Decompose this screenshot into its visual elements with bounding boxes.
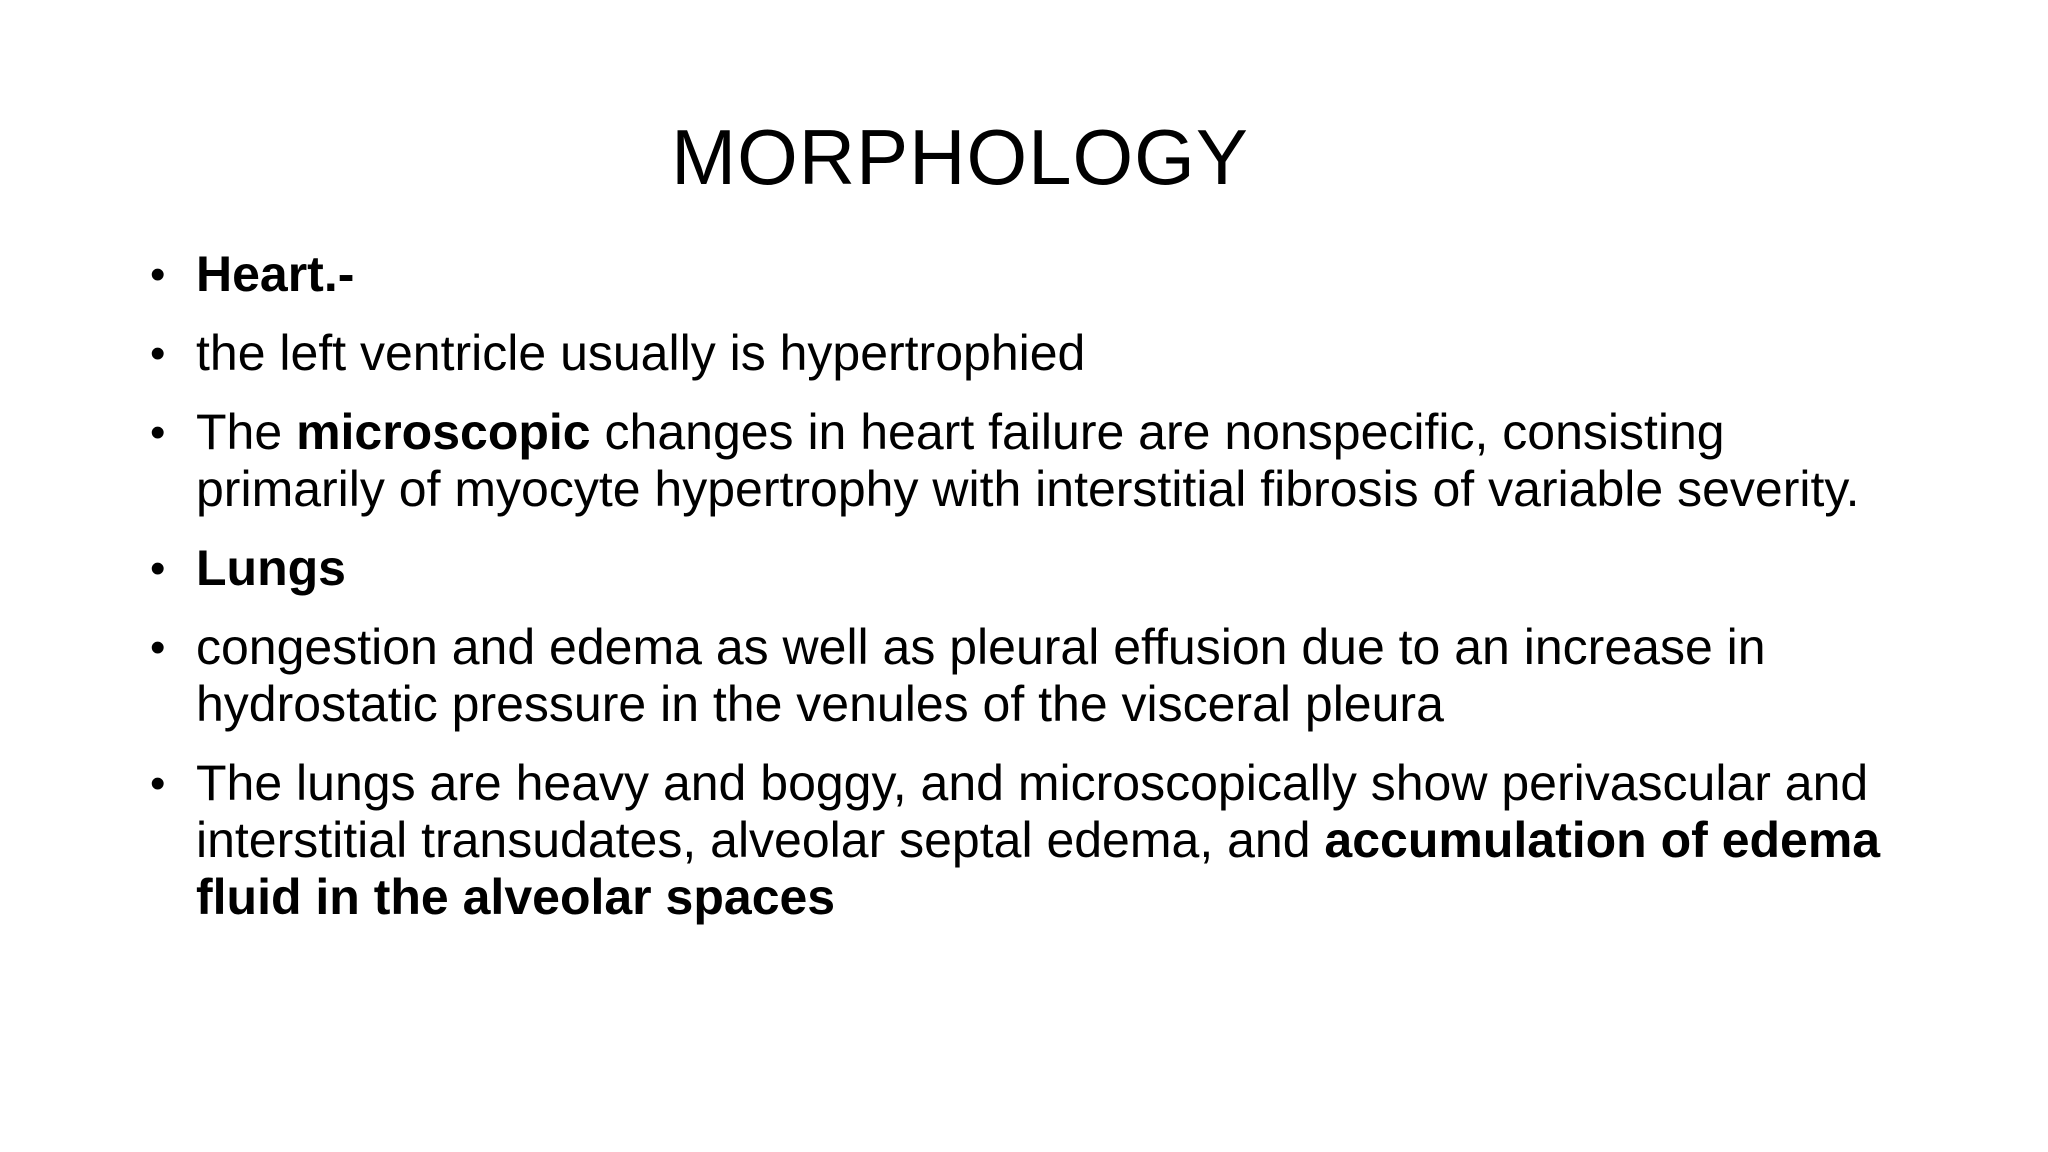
- bullet-text: congestion and edema as well as pleural effusion due to an increase in hydrostatic pressure in the venules of the visceral pleura: [196, 619, 1766, 732]
- bullet-dot-icon: •: [150, 544, 166, 593]
- bullet-dot-icon: •: [150, 408, 166, 457]
- bullet-dot-icon: •: [150, 329, 166, 378]
- bullet-microscopic-changes: [150, 404, 1920, 518]
- bullet-text: The: [196, 404, 297, 460]
- bullet-text: Lungs: [196, 540, 346, 596]
- bullet-congestion: [150, 619, 1920, 733]
- bullet-list: [150, 246, 1920, 948]
- bullet-heart-heading: [150, 246, 1920, 303]
- bullet-dot-icon: •: [150, 759, 166, 808]
- bullet-text: Heart.-: [196, 246, 355, 302]
- bullet-dot-icon: •: [150, 250, 166, 299]
- bullet-text: changes in heart failure are nonspecific, consisting primarily of myocyte hypertrophy with interstitial fibrosis of variable severity.: [196, 404, 1860, 517]
- bullet-lungs-heavy: [150, 755, 1920, 926]
- bullet-left-ventricle: [150, 325, 1920, 382]
- bullet-dot-icon: •: [150, 623, 166, 672]
- bullet-text: The lungs are heavy and boggy, and microscopically show perivascular and interstitial transudates, alveolar septal edema, and: [196, 755, 1869, 868]
- bullet-text: the left ventricle usually is hypertrophied: [196, 325, 1086, 381]
- slide-title: MORPHOLOGY: [671, 113, 1249, 201]
- bullet-lungs-heading: [150, 540, 1920, 597]
- bullet-text-bold: microscopic: [296, 404, 591, 460]
- bullet-text-bold: accumulation of edema fluid in the alveolar spaces: [196, 812, 1881, 925]
